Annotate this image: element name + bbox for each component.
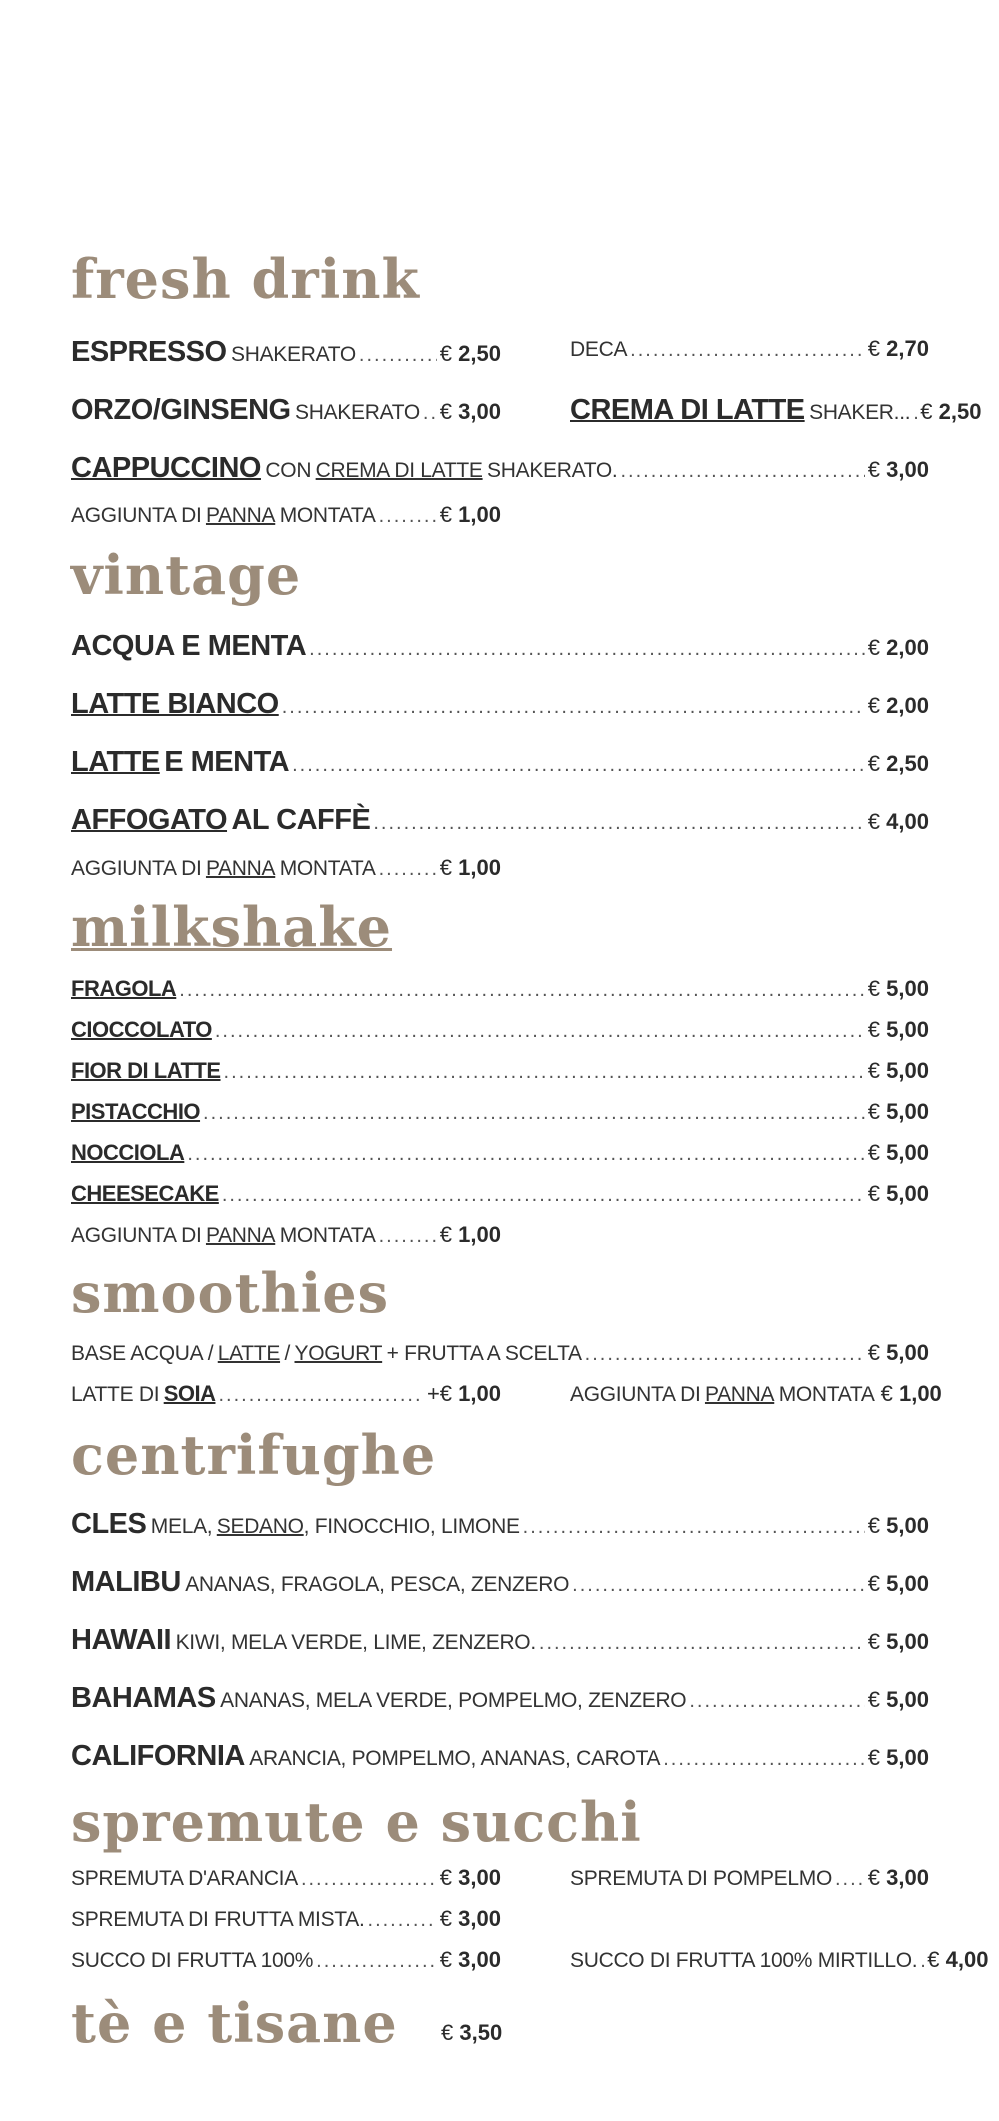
price-value: 5,00	[886, 1058, 929, 1083]
currency: €	[867, 1017, 881, 1042]
price-value: 3,00	[886, 1865, 929, 1890]
item-price	[427, 1381, 501, 1407]
price-value: 5,00	[886, 1140, 929, 1165]
currency: €	[920, 399, 933, 424]
currency: €	[439, 399, 453, 424]
item-price	[868, 1181, 929, 1207]
currency: €	[867, 693, 881, 718]
menu-item-fior-di-latte	[71, 1058, 929, 1084]
price-value: 1,00	[458, 855, 501, 880]
price-value: 3,00	[458, 1906, 501, 1931]
item-price	[440, 399, 501, 425]
price-value: 4,00	[886, 809, 929, 834]
item-name: MONTATA	[778, 1383, 875, 1406]
item-name: CREMA DI LATTE	[570, 394, 805, 426]
item-name: MONTATA	[279, 504, 376, 527]
section-title-spremute-e-succhi: spremute e succhi	[71, 1790, 642, 1854]
section-title-smoothies: smoothies	[71, 1261, 390, 1325]
item-desc: , FINOCCHIO, LIMONE	[303, 1515, 520, 1538]
leader-dots	[689, 1690, 864, 1713]
currency: €	[867, 1140, 881, 1165]
item-name: CLES	[71, 1508, 147, 1540]
menu-item-pistacchio	[71, 1099, 929, 1125]
item-name: FRAGOLA	[71, 976, 177, 1001]
leader-dots	[379, 1225, 437, 1248]
item-name: FIOR DI LATTE	[71, 1058, 221, 1083]
item-price	[440, 1865, 501, 1891]
leader-dots	[224, 1061, 865, 1084]
price-value: 3,00	[458, 399, 501, 424]
currency: €	[867, 1571, 881, 1596]
price-value: 3,00	[458, 1865, 501, 1890]
item-name: LATTE BIANCO	[71, 688, 279, 720]
leader-dots	[423, 402, 437, 425]
menu-item-succo-frutta	[71, 1947, 501, 1973]
leader-dots	[187, 1143, 864, 1166]
currency: €	[867, 1513, 881, 1538]
currency: €	[439, 341, 453, 366]
item-desc: SHAKERATO.	[487, 459, 618, 482]
leader-dots	[222, 1184, 865, 1207]
price-value: 5,00	[886, 1099, 929, 1124]
item-name: SPREMUTA DI FRUTTA MISTA.	[71, 1908, 365, 1931]
item-name: SPREMUTA D'ARANCIA	[71, 1867, 298, 1890]
price-value: 3,50	[459, 2020, 503, 2045]
item-name: SOIA	[163, 1381, 216, 1406]
item-name: MONTATA	[279, 857, 376, 880]
item-name: YOGURT	[294, 1342, 383, 1365]
currency: €	[867, 457, 881, 482]
item-desc: ARANCIA, POMPELMO, ANANAS, CAROTA	[249, 1747, 661, 1770]
menu-item-cheesecake	[71, 1181, 929, 1207]
item-name: ORZO/GINSENG	[71, 394, 291, 426]
leader-dots	[523, 1516, 865, 1539]
section-title-milkshake: milkshake	[71, 895, 393, 959]
leader-dots	[379, 858, 437, 881]
item-name: E MENTA	[164, 746, 290, 778]
item-name: PANNA	[205, 1224, 276, 1247]
item-name: AGGIUNTA DI	[570, 1383, 701, 1406]
menu-item-bahamas	[71, 1682, 929, 1715]
leader-dots	[282, 696, 865, 719]
price-value: 5,00	[886, 1571, 929, 1596]
item-name: MALIBU	[71, 1566, 181, 1598]
leader-dots	[292, 754, 865, 777]
currency: €	[880, 1381, 893, 1406]
menu-item-spremuta-arancia	[71, 1865, 501, 1891]
item-name: CIOCCOLATO	[71, 1017, 212, 1042]
price-value: 1,00	[458, 502, 501, 527]
price-value: 2,50	[886, 751, 929, 776]
price-value: 2,00	[886, 693, 929, 718]
leader-dots	[218, 1384, 423, 1407]
currency: +€	[426, 1381, 453, 1406]
item-price	[868, 1513, 929, 1539]
price-value: 5,00	[886, 1181, 929, 1206]
currency: €	[439, 1865, 453, 1890]
currency: €	[867, 1058, 881, 1083]
menu-item-cles	[71, 1508, 929, 1541]
menu-item-hawaii	[71, 1624, 929, 1657]
price-value: 1,00	[898, 1381, 942, 1406]
currency: €	[439, 1947, 453, 1972]
menu-item-spremuta-pompelmo	[570, 1865, 929, 1891]
item-price	[868, 1058, 929, 1084]
item-name: AGGIUNTA DI	[71, 504, 202, 527]
item-price	[868, 1571, 929, 1597]
item-name: ACQUA E MENTA	[71, 630, 307, 662]
item-name: CAPPUCCINO	[71, 452, 261, 484]
menu-item-acqua-e-menta	[71, 630, 929, 663]
menu-item-smoothie-base	[71, 1340, 929, 1366]
item-name: BAHAMAS	[71, 1682, 216, 1714]
item-price	[440, 341, 501, 367]
item-price	[440, 1947, 501, 1973]
leader-dots	[203, 1102, 865, 1125]
currency: €	[867, 751, 881, 776]
price-value: 2,50	[458, 341, 501, 366]
currency: €	[867, 1181, 881, 1206]
item-price	[868, 693, 929, 719]
menu-item-orzo-ginseng	[71, 394, 501, 427]
price-value: 2,50	[938, 399, 982, 424]
item-price	[868, 1865, 929, 1891]
item-price	[440, 1222, 501, 1248]
item-name: CHEESECAKE	[71, 1181, 219, 1206]
currency: €	[441, 2020, 454, 2045]
item-name: BASE ACQUA /	[71, 1342, 214, 1365]
leader-dots	[913, 402, 917, 425]
menu-item-succo-mirtillo	[570, 1947, 989, 1973]
item-name: PANNA	[704, 1383, 775, 1406]
item-name: MONTATA	[279, 1224, 376, 1247]
leader-dots	[368, 1909, 437, 1932]
menu-item-fragola	[71, 976, 929, 1002]
currency: €	[439, 502, 453, 527]
currency: €	[867, 1340, 881, 1365]
currency: €	[867, 1865, 881, 1890]
item-name: LATTE	[71, 746, 160, 778]
menu-item-malibu	[71, 1566, 929, 1599]
menu-item-aggiunta-panna	[71, 1222, 501, 1248]
price-value: 3,00	[886, 457, 929, 482]
currency: €	[867, 1099, 881, 1124]
item-price	[868, 809, 929, 835]
item-price	[881, 1381, 942, 1407]
leader-dots	[215, 1020, 865, 1043]
currency: €	[439, 1222, 453, 1247]
leader-dots	[572, 1574, 865, 1597]
menu-item-spremuta-mista	[71, 1906, 501, 1932]
item-name: ESPRESSO	[71, 336, 227, 368]
leader-dots	[663, 1748, 865, 1771]
price-value: 4,00	[945, 1947, 989, 1972]
currency: €	[867, 976, 881, 1001]
leader-dots	[379, 505, 437, 528]
price-value: 5,00	[886, 1745, 929, 1770]
price-value: 2,00	[886, 635, 929, 660]
item-price	[868, 635, 929, 661]
currency: €	[867, 1629, 881, 1654]
currency: €	[439, 855, 453, 880]
menu-item-aggiunta-panna	[71, 855, 501, 881]
item-price	[868, 1629, 929, 1655]
item-name: NOCCIOLA	[71, 1140, 185, 1165]
section-title-vintage: vintage	[71, 543, 302, 607]
item-desc: SEDANO	[216, 1515, 304, 1538]
currency: €	[439, 1906, 453, 1931]
item-name: LATTE	[217, 1342, 281, 1365]
item-price	[868, 1340, 929, 1366]
currency: €	[927, 1947, 940, 1972]
currency: €	[867, 1745, 881, 1770]
menu-item-cioccolato	[71, 1017, 929, 1043]
item-name: SPREMUTA DI POMPELMO	[570, 1867, 832, 1890]
currency: €	[867, 809, 881, 834]
leader-dots	[373, 812, 864, 835]
item-price	[440, 1906, 501, 1932]
item-name: AGGIUNTA DI	[71, 857, 202, 880]
leader-dots	[539, 1632, 865, 1655]
menu-item-cappuccino	[71, 452, 929, 485]
item-price	[440, 855, 501, 881]
te-price	[441, 2020, 502, 2046]
item-name: PANNA	[205, 857, 276, 880]
item-name: + FRUTTA A SCELTA	[386, 1342, 582, 1365]
menu-item-crema-di-latte	[570, 394, 982, 427]
menu-item-nocciola	[71, 1140, 929, 1166]
menu-item-latte-e-menta	[71, 746, 929, 779]
leader-dots	[585, 1343, 865, 1366]
section-title-centrifughe: centrifughe	[71, 1423, 437, 1487]
price-value: 5,00	[886, 1017, 929, 1042]
item-name: DECA	[570, 338, 628, 361]
section-title-te-e-tisane: tè e tisane	[71, 1991, 398, 2055]
item-name: AGGIUNTA DI	[71, 1224, 202, 1247]
item-price	[920, 399, 981, 425]
item-name: AL CAFFÈ	[231, 804, 371, 836]
item-name: SUCCO DI FRUTTA 100% MIRTILLO.	[570, 1949, 918, 1972]
price-value: 5,00	[886, 976, 929, 1001]
item-desc: ANANAS, MELA VERDE, POMPELMO, ZENZERO	[220, 1689, 687, 1712]
item-name: CALIFORNIA	[71, 1740, 245, 1772]
price-value: 5,00	[886, 1629, 929, 1654]
leader-dots	[179, 979, 865, 1002]
item-price	[868, 457, 929, 483]
item-name: HAWAII	[71, 1624, 172, 1656]
item-name: PISTACCHIO	[71, 1099, 201, 1124]
item-desc: CON	[265, 459, 312, 482]
leader-dots	[309, 638, 865, 661]
item-price	[868, 751, 929, 777]
item-price	[868, 976, 929, 1002]
item-price	[868, 1745, 929, 1771]
price-value: 1,00	[458, 1222, 501, 1247]
menu-item-affogato	[71, 804, 929, 837]
item-desc: ANANAS, FRAGOLA, PESCA, ZENZERO	[185, 1573, 570, 1596]
price-value: 5,00	[886, 1340, 929, 1365]
item-price	[868, 1140, 929, 1166]
menu-item-latte-bianco	[71, 688, 929, 721]
item-desc: MELA,	[150, 1515, 213, 1538]
menu-item-deca	[570, 336, 929, 362]
menu-item-espresso	[71, 336, 501, 369]
leader-dots	[359, 344, 437, 367]
leader-dots	[620, 460, 864, 483]
item-name: AFFOGATO	[71, 804, 228, 836]
menu-item-aggiunta-panna	[570, 1381, 942, 1407]
leader-dots	[835, 1868, 865, 1891]
currency: €	[867, 336, 881, 361]
item-desc: KIWI, MELA VERDE, LIME, ZENZERO.	[175, 1631, 536, 1654]
item-name: SUCCO DI FRUTTA 100%	[71, 1949, 314, 1972]
item-price	[868, 1099, 929, 1125]
item-name: LATTE DI	[71, 1383, 160, 1406]
price-value: 5,00	[886, 1687, 929, 1712]
price-value: 3,00	[458, 1947, 501, 1972]
item-desc: SHAKERATO	[231, 343, 356, 366]
item-price	[868, 336, 929, 362]
menu-item-latte-di-soia	[71, 1381, 501, 1407]
leader-dots	[630, 339, 865, 362]
item-price	[441, 2020, 502, 2046]
item-desc: CREMA DI LATTE	[315, 459, 483, 482]
item-price	[868, 1687, 929, 1713]
price-value: 1,00	[458, 1381, 501, 1406]
item-price	[440, 502, 501, 528]
item-name: PANNA	[205, 504, 276, 527]
currency: €	[867, 1687, 881, 1712]
item-desc: SHAKERATO	[295, 401, 420, 424]
price-value: 2,70	[886, 336, 929, 361]
menu-item-aggiunta-panna	[71, 502, 501, 528]
item-price	[868, 1017, 929, 1043]
item-desc: SHAKER...	[809, 401, 911, 424]
leader-dots	[316, 1950, 437, 1973]
section-title-fresh-drink: fresh drink	[71, 247, 420, 311]
item-name: /	[284, 1342, 291, 1365]
price-value: 5,00	[886, 1513, 929, 1538]
leader-dots	[301, 1868, 437, 1891]
item-price	[927, 1947, 988, 1973]
currency: €	[867, 635, 881, 660]
menu-item-california	[71, 1740, 929, 1773]
leader-dots	[920, 1950, 924, 1973]
